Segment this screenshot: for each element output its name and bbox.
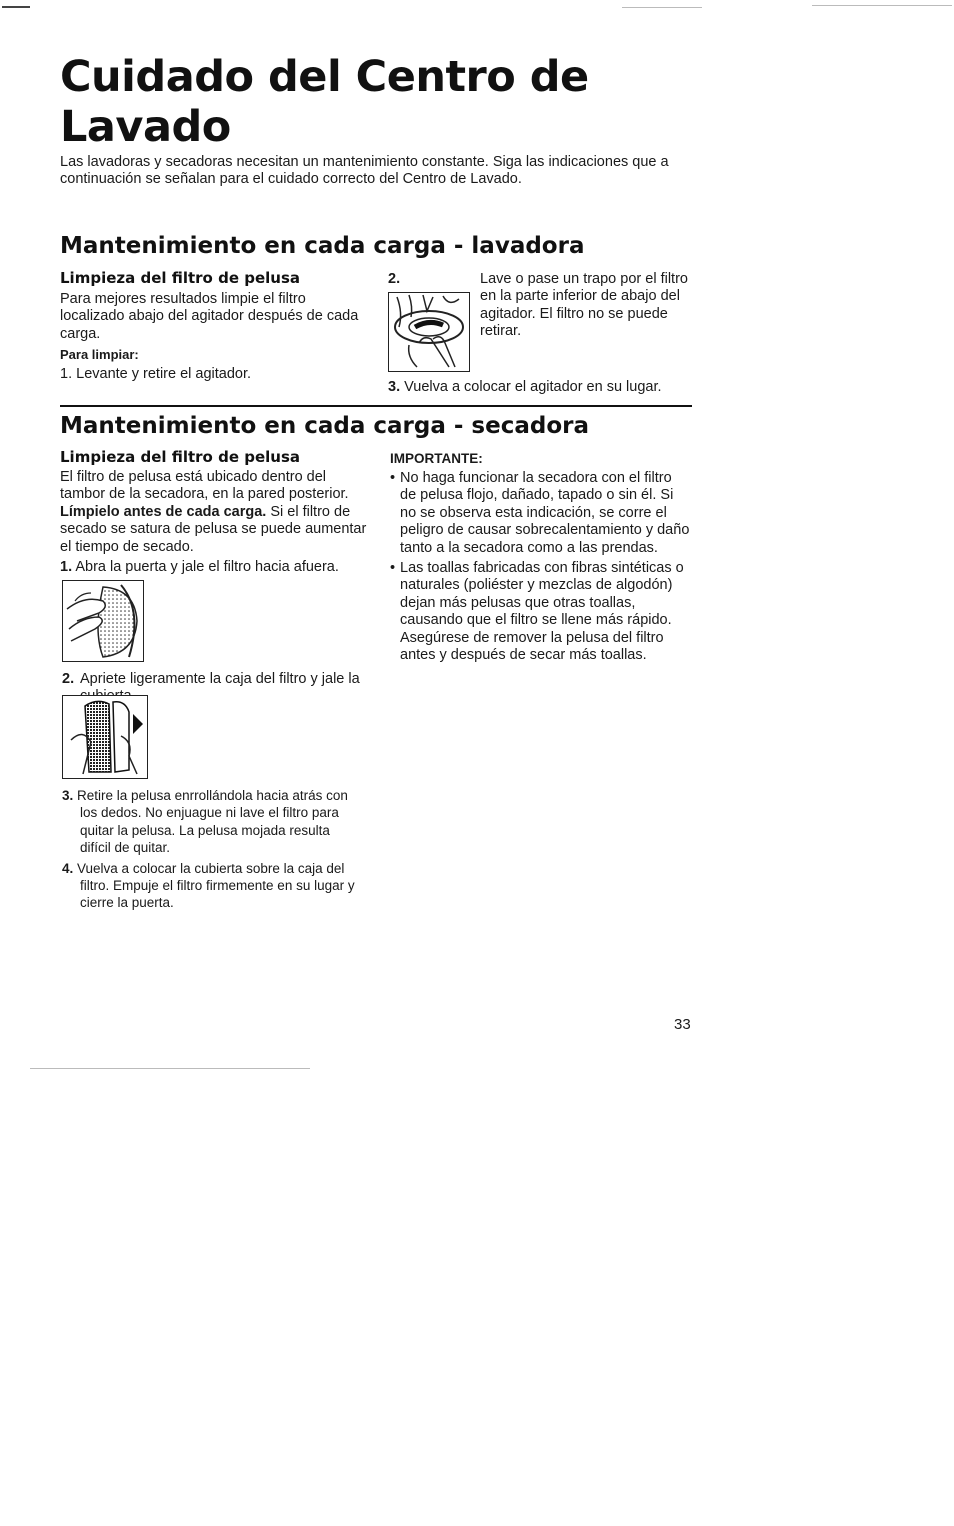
dryer-step-3 <box>62 787 362 857</box>
dryer-right-column <box>390 450 690 664</box>
bullet-dot: • <box>390 560 396 577</box>
dryer-step-4 <box>62 860 362 912</box>
scan-mark <box>622 7 702 8</box>
step-number: 2. <box>62 671 75 687</box>
step-number: 4. <box>62 860 74 876</box>
section-divider <box>60 405 692 407</box>
dryer-body-start: El filtro de pelusa está ubicado dentro del tambor de la secadora, en la pared posterior. <box>60 469 349 503</box>
dryer-body-end: Si el filtro de secado se satura de pelusa se puede aumentar el tiempo de secado. <box>60 503 367 555</box>
dryer-body-bold: Límpielo antes de cada carga. <box>60 503 267 520</box>
filter-cover-illustration <box>62 695 148 779</box>
page-number: 33 <box>674 1016 691 1033</box>
washer-heading: Mantenimiento en cada carga - lavadora <box>60 233 585 259</box>
dryer-heading: Mantenimiento en cada carga - secadora <box>60 413 589 439</box>
step-number: 2. <box>388 271 401 287</box>
scan-mark <box>30 1068 310 1069</box>
filter-cover-icon <box>63 696 146 777</box>
washer-subheading: Limpieza del filtro de pelusa <box>60 269 300 287</box>
to-clean-label: Para limpiar: <box>60 347 139 363</box>
intro-paragraph: Las lavadoras y secadoras necesitan un mantenimiento constante. Siga las indicaciones que a continuación se señalan para el cuidado correcto del Centro de Lavado. <box>60 154 669 188</box>
bullet-dot: • <box>390 470 396 486</box>
step-text: Lave o pase un trapo por el filtro en la parte inferior de abajo del agitador. El filtro no se puede retirar. <box>480 271 688 340</box>
scan-mark <box>812 5 952 6</box>
dryer-steps-3-4 <box>62 787 362 912</box>
washer-left-column <box>60 269 365 384</box>
step-text: Abra la puerta y jale el filtro hacia afuera. <box>75 559 339 576</box>
dryer-step-2 <box>62 671 362 706</box>
step-number: 1. <box>60 559 73 576</box>
step-number: 1. <box>60 366 73 383</box>
dryer-step-1 <box>60 559 370 576</box>
lint-filter-pull-illustration <box>62 580 144 662</box>
lint-filter-icon <box>63 581 142 660</box>
step-text: Vuelva a colocar la cubierta sobre la caja del filtro. Empuje el filtro firmemente en su lugar y cierre la puerta. <box>77 860 355 911</box>
important-bullet <box>390 470 690 557</box>
agitator-filter-icon <box>389 293 468 370</box>
important-label: IMPORTANTE: <box>390 451 483 466</box>
step-text-content: Apriete ligeramente la caja del filtro y jale la <box>80 671 360 687</box>
bullet-text: No haga funcionar la secadora con el filtro de pelusa flojo, dañado, tapado o sin él. Si no se observa esta indicación, se corre el peligro de causar sobrecalentamiento y daño tanto a la secadora como a las prendas. <box>400 470 690 556</box>
step-text: Retire la pelusa enrrollándola hacia atrás con los dedos. No enjuague ni lave el filtro para quitar la pelusa. La pelusa mojada resulta difícil de quitar. <box>77 788 348 856</box>
washer-step-1 <box>60 366 365 383</box>
washer-step-2 <box>388 271 688 341</box>
washer-step-3 <box>388 379 688 396</box>
step-number: 3. <box>388 379 401 395</box>
step-text: Levante y retire el agitador. <box>76 366 252 383</box>
bullet-text: Las toallas fabricadas con fibras sintéticas o naturales (poliéster y mezclas de algodón) dejan más pelusas que otras toallas, causando que el filtro se llene más rápido. Asegúrese de remover la pelusa del filtro antes y después de secar más toallas. <box>400 560 684 664</box>
agitator-filter-illustration <box>388 292 470 372</box>
step-text: Vuelva a colocar el agitador en su lugar. <box>404 379 662 395</box>
page-title: Cuidado del Centro de Lavado <box>60 52 589 152</box>
important-bullet <box>390 560 690 664</box>
dryer-left-column <box>60 448 370 576</box>
dryer-body <box>60 469 370 556</box>
step-number: 3. <box>62 788 74 803</box>
washer-body: Para mejores resultados limpie el filtro localizado abajo del agitador después de cada carga. <box>60 291 359 342</box>
scan-mark <box>2 6 30 8</box>
dryer-subheading: Limpieza del filtro de pelusa <box>60 448 300 466</box>
